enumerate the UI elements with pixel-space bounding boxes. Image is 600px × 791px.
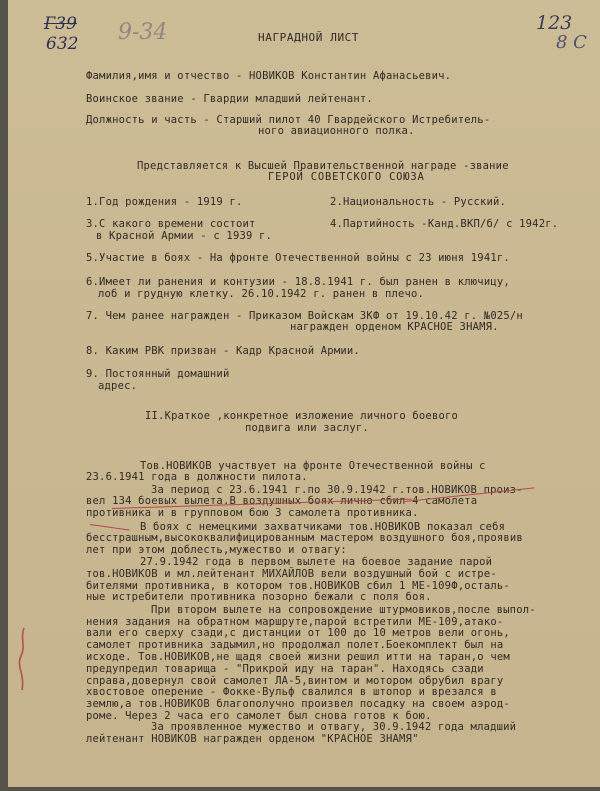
section2-heading-line2: подвига или заслуг. (245, 422, 369, 434)
item-party: 4.Партийность -Канд.ВКП/б/ с 1942г. (330, 218, 559, 230)
narrative-line: бителями противника, в котором тов.НОВИКОВ сбил 1 МЕ-109Ф,осталь- (86, 580, 510, 592)
presented-for-title: ГЕРОЙ СОВЕТСКОГО СОЮЗА (268, 171, 425, 183)
narrative-line: За период с 23.6.1941 г.по 30.9.1942 г.тов.НОВИКОВ произ- (151, 484, 523, 496)
field-position-line2: ного авиационного полка. (258, 125, 415, 137)
narrative-line: справа,довернул свой самолет ЛА-5,винтом и мотором обрубил врагу (86, 675, 504, 687)
item-home-address-line2: адрес. (98, 380, 138, 392)
narrative-line: предупредил товарища - "Прикрой иду на таран". Находясь сзади (86, 663, 484, 675)
section2-heading-line1: II.Краткое ,конкретное изложение личного боевого (145, 410, 459, 422)
item-wounds-line1: 6.Имеет ли ранения и контузии - 18.8.1941 г. был ранен в ключицу, (86, 276, 510, 288)
narrative-line: При втором вылете на сопровождение штурмовиков,после выпол- (151, 604, 536, 616)
narrative-line: 23.6.1941 года в должности пилота. (86, 471, 308, 483)
narrative-line: Тов.НОВИКОВ участвует на фронте Отечественной войны с (140, 460, 486, 472)
narrative-line: За проявленное мужество и отвагу, 30.9.1942 года младший (151, 721, 517, 733)
narrative-line: лейтенант НОВИКОВ награжден орденом "КРАСНОЕ ЗНАМЯ" (86, 733, 419, 745)
narrative-line: ные истребители противника позорно бежали с поля боя. (86, 591, 432, 603)
item-combat-participation: 5.Участие в боях - На фронте Отечественной войны с 23 июня 1941г. (86, 252, 510, 264)
narrative-line: землю,а тов.НОВИКОВ благополучно произвел посадку на своем аэрод- (86, 698, 510, 710)
item-wounds-line2: лоб и грудную клетку. 26.10.1942 г. ранен в плечо. (98, 288, 425, 300)
narrative-line: нения задания на обратном маршруте,парой встретили МЕ-109,атако- (86, 616, 504, 628)
document-title: НАГРАДНОЙ ЛИСТ (258, 31, 360, 44)
sheet-number: 123 (536, 12, 573, 34)
red-pencil-underline (90, 524, 130, 531)
item-birth-year: 1.Год рождения - 1919 г. (86, 196, 243, 208)
narrative-line: 27.9.1942 года в первом вылете на боевое задание парой (140, 556, 493, 568)
scan-bottom-edge (0, 787, 600, 791)
narrative-line: вел 134 боевых вылета.В воздушных боях лично сбил 4 самолета (86, 495, 478, 507)
narrative-line: противника и в групповом бою 3 самолета противника. (86, 507, 419, 519)
narrative-line: вали его сверху сзади,с дистанции от 100 до 10 метров вели огонь, (86, 627, 510, 639)
archive-number-struck: Г39 (44, 14, 77, 34)
item-previous-awards-line1: 7. Чем ранее награжден - Приказом Войскам ЗКФ от 19.10.42 г. №025/н (86, 310, 523, 322)
narrative-line: бесстрашным,высококвалифицированным мастером воздушного боя,проявив (86, 532, 523, 544)
item-draft-office: 8. Каким РВК призван - Кадр Красной Армии. (86, 345, 360, 357)
narrative-line: тов.НОВИКОВ и мл.лейтенант МИХАЙЛОВ вели воздушный бой с истре- (86, 568, 497, 580)
narrative-line: роме. Через 2 часа его самолет был снова готов к бою. (86, 710, 432, 722)
narrative-line: исходе. Тов.НОВИКОВ,не щадя своей жизни решил итти на таран,о чем (86, 651, 510, 663)
item-service-since-line1: 3.С какого времени состоит (86, 218, 256, 230)
sheet-mark: 8 С (556, 32, 587, 53)
red-margin-mark (18, 626, 28, 692)
narrative-line: самолет противника задымил,но продолжал полет.Боекомплект был на (86, 639, 504, 651)
item-previous-awards-line2: награжден орденом КРАСНОЕ ЗНАМЯ. (290, 321, 499, 333)
archive-number: 632 (46, 34, 79, 54)
item-home-address-line1: 9. Постоянный домашний (86, 368, 230, 380)
field-position-line1: Должность и часть - Старший пилот 40 Гвардейского Истребитель- (86, 114, 491, 126)
pencil-note: 9-34 (118, 20, 168, 45)
field-full-name: Фамилия,имя и отчество - НОВИКОВ Константин Афанасьевич. (86, 70, 452, 82)
scan-left-edge (0, 0, 8, 791)
presented-for-line1: Представляется к Высшей Правительственной награде -звание (137, 160, 509, 172)
item-nationality: 2.Национальность - Русский. (330, 196, 507, 208)
item-service-since-line2: в Красной Армии - с 1939 г. (96, 230, 273, 242)
narrative-line: В боях с немецкими захватчиками тов.НОВИКОВ показал себя (140, 521, 506, 533)
field-military-rank: Воинское звание - Гвардии младший лейтенант. (86, 93, 373, 105)
narrative-line: хвостовое оперение - Фокке-Вульф свалился в штопор и врезался в (86, 686, 497, 698)
narrative-line: лет при этом доблесть,мужество и отвагу: (86, 544, 347, 556)
